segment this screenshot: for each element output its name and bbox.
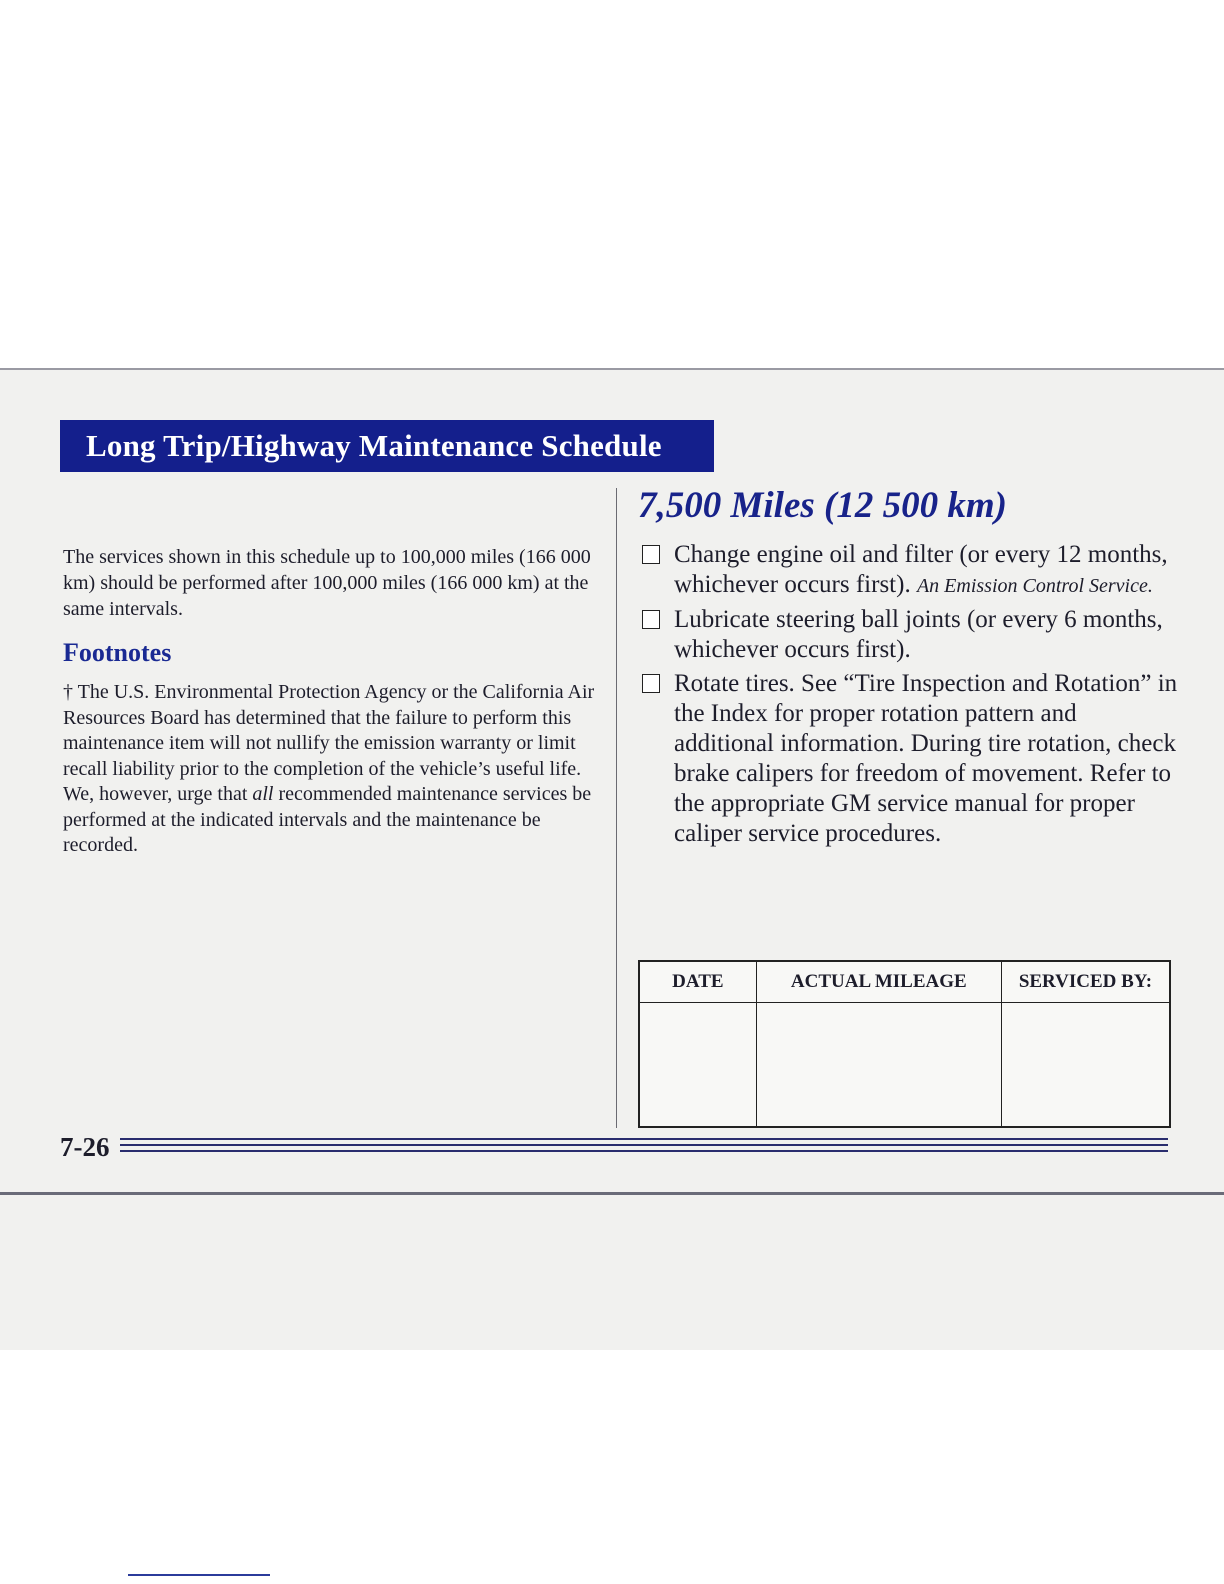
section-header-title: Long Trip/Highway Maintenance Schedule	[86, 428, 662, 463]
intro-paragraph: The services shown in this schedule up to 100,000 miles (166 000 km) should be performed after 100,000 miles (166 000 km) at the same intervals.	[63, 546, 591, 620]
bottom-rule-stub	[128, 1574, 270, 1576]
date-column-header: DATE	[639, 961, 756, 1003]
sheet-bottom-edge	[0, 1192, 1224, 1195]
serviced-by-column-header: SERVICED BY:	[1001, 961, 1170, 1003]
maintenance-checklist	[640, 540, 1180, 853]
checkbox-icon[interactable]	[642, 545, 660, 564]
section-header-bar	[60, 420, 714, 472]
mileage-column-header: ACTUAL MILEAGE	[756, 961, 1001, 1003]
checkbox-icon[interactable]	[642, 674, 660, 693]
footnote-emphasis: all	[252, 783, 274, 805]
checklist-item-text: Rotate tires. See “Tire Inspection and Rotation” in the Index for proper rotation pattern and additional information. During tire rotation, check brake calipers for freedom of movement. Refer to the appropriate GM service manual for proper caliper service procedures.	[674, 670, 1178, 847]
service-record-table	[638, 960, 1171, 1128]
emission-service-note: An Emission Control Service.	[916, 575, 1153, 597]
checklist-item-oil-change	[640, 540, 1180, 601]
dagger-mark: †	[63, 681, 73, 703]
footer-rule-middle	[120, 1144, 1168, 1146]
mileage-entry-cell[interactable]	[756, 1003, 1001, 1128]
footer-rule-top	[120, 1138, 1168, 1140]
footer-rule-bottom	[120, 1150, 1168, 1152]
serviced-by-entry-cell[interactable]	[1001, 1003, 1170, 1128]
date-entry-cell[interactable]	[639, 1003, 756, 1128]
page-number: 7-26	[60, 1132, 110, 1162]
footnote-text-end: recommended maintenance services be performed at the indicated intervals and the maintenance be recorded.	[63, 783, 592, 856]
table-row	[639, 1003, 1170, 1128]
checklist-item-text: Lubricate steering ball joints (or every 6 months, whichever occurs first).	[674, 606, 1163, 663]
footnote-text-start: The U.S. Environmental Protection Agency or the California Air Resources Board has determined that the failure to perform this maintenance item will not nullify the emission warranty or limit recall liability prior to the completion of the vehicle’s useful life. We, however, urge that	[63, 681, 595, 805]
checklist-item-ball-joints	[640, 605, 1180, 665]
sheet-top-edge	[0, 368, 1224, 370]
column-divider	[616, 488, 617, 1128]
checklist-item-tire-rotation	[640, 669, 1180, 849]
footnotes-heading: Footnotes	[63, 638, 172, 667]
scanned-sheet	[0, 368, 1224, 1350]
footnote-paragraph	[63, 680, 603, 859]
checkbox-icon[interactable]	[642, 610, 660, 629]
interval-heading: 7,500 Miles (12 500 km)	[638, 485, 1007, 526]
checklist-item-text: Change engine oil and filter (or every 12 months, whichever occurs first).	[674, 541, 1168, 598]
table-header-row	[639, 961, 1170, 1003]
